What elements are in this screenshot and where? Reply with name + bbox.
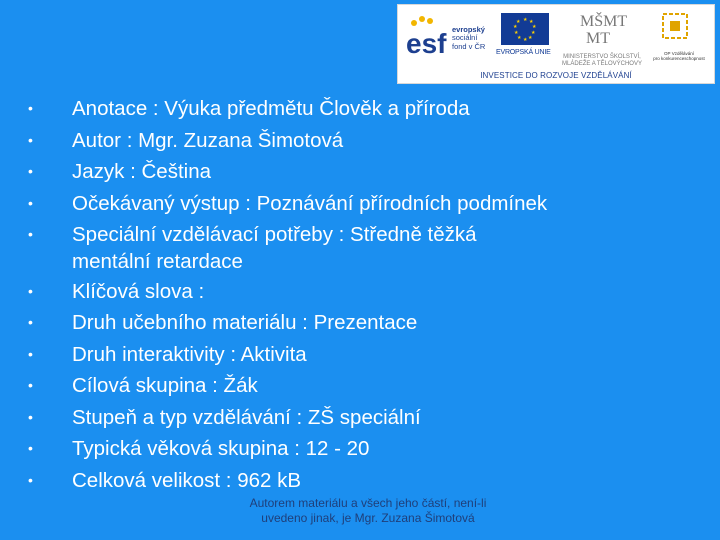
esf-caption: evropský sociální fond v ČR — [452, 24, 486, 51]
svg-text:esf: esf — [406, 28, 447, 59]
metadata-item — [28, 307, 678, 339]
msmt-logo-icon — [578, 10, 628, 47]
bullet-icon: • — [28, 100, 33, 116]
metadata-list — [28, 93, 678, 496]
metadata-item-text: Klíčová slova : — [72, 279, 205, 303]
metadata-item-text: Druh učebního materiálu : Prezentace — [72, 311, 418, 334]
op-logo-icon — [660, 11, 690, 41]
svg-text:★: ★ — [513, 24, 518, 30]
svg-text:★: ★ — [523, 17, 528, 23]
metadata-item-text: Druh interaktivity : Aktivita — [72, 342, 307, 366]
svg-text:★: ★ — [517, 35, 522, 41]
metadata-item — [28, 276, 678, 308]
metadata-item-continuation: mentální retardace — [72, 249, 243, 273]
svg-text:★: ★ — [531, 30, 536, 36]
bullet-icon: • — [28, 408, 33, 425]
bullet-icon: • — [28, 163, 33, 179]
metadata-item — [28, 465, 678, 497]
svg-text:★: ★ — [529, 19, 534, 25]
op-caption: OP Vzdělávání pro konkurenceschopnost — [653, 50, 705, 61]
metadata-item — [28, 433, 678, 465]
footer-note: Autorem materiálu a všech jeho částí, není-li uvedeno jinak, je Mgr. Zuzana Šimotová — [249, 496, 487, 525]
svg-text:★: ★ — [532, 24, 537, 30]
bullet-icon: • — [28, 440, 33, 456]
metadata-item — [28, 93, 678, 125]
bullet-icon: • — [28, 226, 33, 242]
bullet-icon: • — [28, 131, 33, 148]
metadata-item-text: Speciální vzdělávací potřeby : Středně těžká — [72, 223, 477, 246]
metadata-item-text: Jazyk : Čeština — [72, 160, 211, 183]
metadata-item-text: Typická věková skupina : 12 - 20 — [72, 437, 370, 460]
metadata-item — [28, 156, 678, 188]
svg-text:★: ★ — [514, 30, 519, 36]
bullet-icon: • — [28, 345, 33, 362]
bullet-icon: • — [28, 314, 33, 330]
investice-caption: INVESTICE DO ROZVOJE VZDĚLÁVÁNÍ — [480, 71, 632, 80]
metadata-item-text: Autor : Mgr. Zuzana Šimotová — [72, 128, 344, 152]
metadata-item — [28, 339, 678, 371]
svg-text:MT: MT — [586, 30, 610, 47]
svg-text:★: ★ — [523, 37, 528, 43]
bullet-icon: • — [28, 194, 33, 211]
eu-flag-icon — [501, 13, 549, 45]
metadata-item — [28, 370, 678, 402]
metadata-item-text: Celková velikost : 962 kB — [72, 468, 302, 492]
esf-logo-icon — [406, 13, 450, 59]
metadata-item — [28, 402, 678, 434]
msmt-caption: MINISTERSTVO ŠKOLSTVÍ, MLÁDEŽE A TĚLOVÝCHOVY — [562, 54, 642, 67]
svg-text:★: ★ — [516, 19, 521, 25]
metadata-item — [28, 219, 678, 276]
metadata-item — [28, 125, 678, 157]
eu-caption: EVROPSKÁ UNIE — [496, 49, 551, 56]
svg-text:★: ★ — [528, 35, 533, 41]
metadata-item-text: Cílová skupina : Žák — [72, 374, 258, 397]
svg-text:MŠMT: MŠMT — [580, 13, 628, 30]
logo-banner — [397, 4, 715, 84]
bullet-icon: • — [28, 471, 33, 488]
metadata-item-text: Očekávaný výstup : Poznávání přírodních podmínek — [72, 191, 548, 215]
metadata-item-text: Anotace : Výuka předmětu Člověk a příroda — [72, 97, 470, 120]
metadata-item-text: Stupeň a typ vzdělávání : ZŠ speciální — [72, 405, 421, 429]
bullet-icon: • — [28, 282, 33, 299]
metadata-item — [28, 188, 678, 220]
bullet-icon: • — [28, 377, 33, 393]
